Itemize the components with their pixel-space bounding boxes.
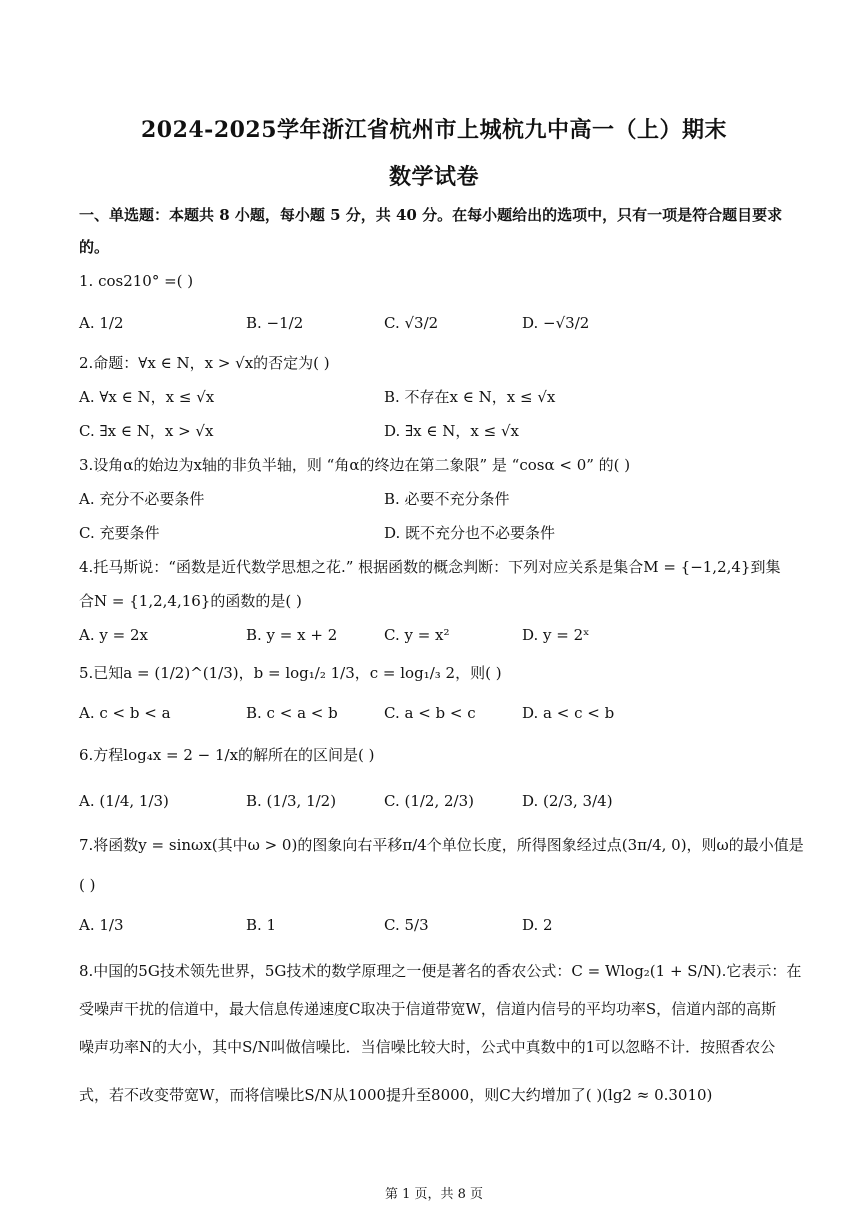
q7-stem-line2: ( ) <box>79 876 96 894</box>
q2-option-d: D. ∃x ∈ N，x ≤ √x <box>384 422 519 440</box>
q2-option-a: A. ∀x ∈ N，x ≤ √x <box>79 388 215 406</box>
q1-option-d: D. −√3/2 <box>522 314 590 332</box>
q1-option-b: B. −1/2 <box>246 314 304 332</box>
q6-option-a: A. (1/4, 1/3) <box>79 792 169 810</box>
q5-option-c: C. a < b < c <box>384 704 476 722</box>
q4-option-a: A. y = 2x <box>79 626 148 644</box>
q1-stem: 1. cos210° =( ) <box>79 272 194 290</box>
q7-option-a: A. 1/3 <box>79 916 124 934</box>
q8-line1: 8.中国的5G技术领先世界，5G技术的数学原理之一便是著名的香农公式：C = Wlog₂(1 + S/N).它表示：在 <box>79 962 802 980</box>
section-heading-line2: 的。 <box>79 238 110 256</box>
q3-option-c: C. 充要条件 <box>79 524 160 542</box>
q8-line4: 式，若不改变带宽W，而将信噪比S/N从1000提升至8000，则C大约增加了( )(lg2 ≈ 0.3010) <box>79 1086 713 1104</box>
q6-option-c: C. (1/2, 2/3) <box>384 792 474 810</box>
q5-option-a: A. c < b < a <box>79 704 171 722</box>
q8-line3: 噪声功率N的大小，其中S/N叫做信噪比．当信噪比较大时，公式中真数中的1可以忽略不计．按照香农公 <box>79 1038 776 1056</box>
exam-title-line2: 数学试卷 <box>388 164 479 190</box>
q7-option-b: B. 1 <box>246 916 277 934</box>
section-heading-line1: 一、单选题：本题共 8 小题，每小题 5 分，共 40 分。在每小题给出的选项中，只有一项是符合题目要求 <box>79 206 783 224</box>
q3-option-b: B. 必要不充分条件 <box>384 490 510 508</box>
q4-option-d: D. y = 2ˣ <box>522 626 590 644</box>
q5-stem: 5.已知a = (1/2)^(1/3)，b = log₁/₂ 1/3，c = log₁/₃ 2，则( ) <box>79 664 502 682</box>
exam-title-line1: 2024-2025学年浙江省杭州市上城杭九中高一（上）期末 <box>140 117 728 143</box>
q8-line2: 受噪声干扰的信道中，最大信息传递速度C取决于信道带宽W，信道内信号的平均功率S，信道内部的高斯 <box>79 1000 777 1018</box>
page-footer: 第 1 页，共 8 页 <box>384 1187 484 1202</box>
q2-option-b: B. 不存在x ∈ N，x ≤ √x <box>384 388 556 406</box>
q3-option-a: A. 充分不必要条件 <box>79 490 205 508</box>
q4-stem-line2: 合N = {1,2,4,16}的函数的是( ) <box>79 592 302 610</box>
q7-option-d: D. 2 <box>522 916 553 934</box>
q5-option-d: D. a < c < b <box>522 704 615 722</box>
q4-option-b: B. y = x + 2 <box>246 626 338 644</box>
q2-stem: 2.命题：∀x ∈ N，x > √x的否定为( ) <box>79 354 330 372</box>
q3-stem: 3.设角α的始边为x轴的非负半轴，则 “角α的终边在第二象限” 是 “cosα < 0” 的( ) <box>79 456 631 474</box>
q6-stem: 6.方程log₄x = 2 − 1/x的解所在的区间是( ) <box>79 746 375 764</box>
q6-option-d: D. (2/3, 3/4) <box>522 792 613 810</box>
q4-stem-line1: 4.托马斯说：“函数是近代数学思想之花.” 根据函数的概念判断：下列对应关系是集合M = {−1,2,4}到集 <box>79 558 781 576</box>
q7-stem-line1: 7.将函数y = sinωx(其中ω > 0)的图象向右平移π/4个单位长度，所得图象经过点(3π/4, 0)，则ω的最小值是 <box>79 836 804 854</box>
q3-option-d: D. 既不充分也不必要条件 <box>384 524 556 542</box>
q1-option-a: A. 1/2 <box>79 314 124 332</box>
q4-option-c: C. y = x² <box>384 626 450 644</box>
q5-option-b: B. c < a < b <box>246 704 338 722</box>
q6-option-b: B. (1/3, 1/2) <box>246 792 337 810</box>
q2-option-c: C. ∃x ∈ N，x > √x <box>79 422 214 440</box>
q1-option-c: C. √3/2 <box>384 314 439 332</box>
q7-option-c: C. 5/3 <box>384 916 429 934</box>
